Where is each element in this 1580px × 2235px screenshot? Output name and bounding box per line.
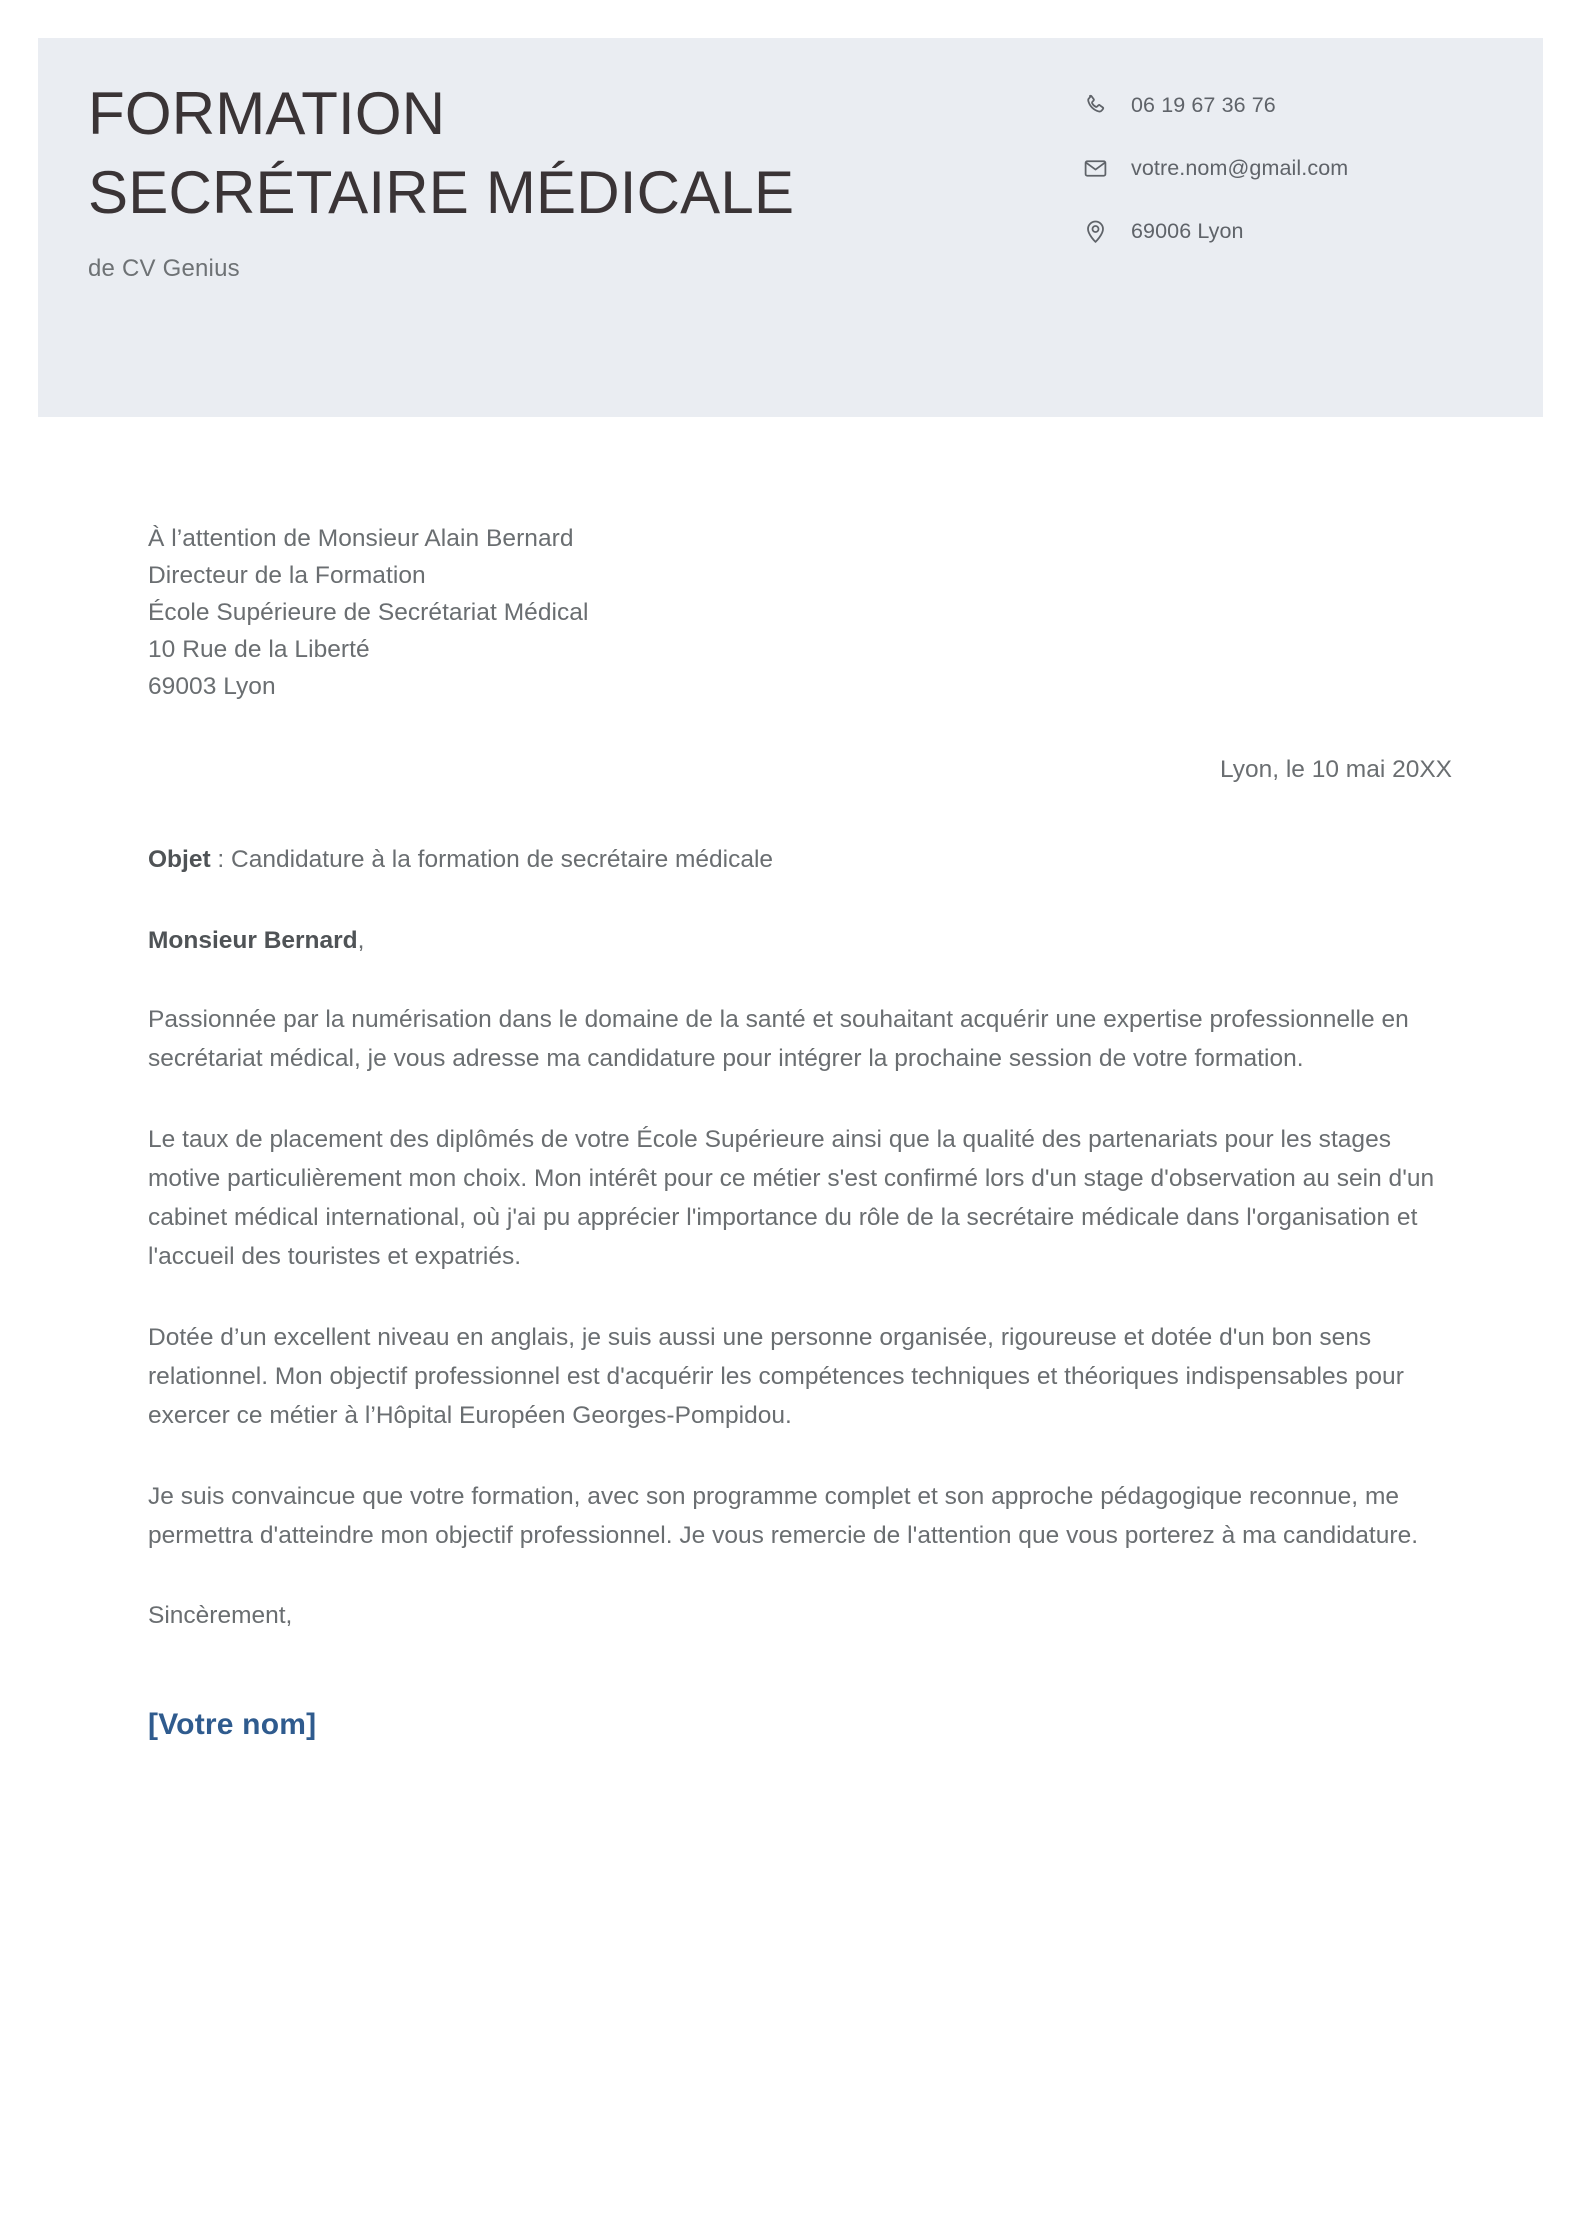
page-subtitle: de CV Genius	[88, 255, 240, 282]
letter-body	[148, 520, 1456, 1745]
contact-row-email	[1081, 147, 1511, 189]
salutation-suffix: ,	[357, 927, 365, 954]
letter-header-band	[38, 38, 1543, 417]
recipient-line: 69003 Lyon	[148, 673, 276, 700]
recipient-line: À l’attention de Monsieur Alain Bernard	[148, 525, 574, 552]
closing-line: Sincèrement,	[148, 1602, 293, 1629]
signature-name: [Votre nom]	[148, 1708, 317, 1741]
contact-phone-value: 06 19 67 36 76	[1131, 93, 1276, 117]
page-title-line-1: FORMATION	[88, 80, 446, 147]
date-line: Lyon, le 10 mai 20XX	[1220, 756, 1452, 783]
contact-row-location	[1081, 210, 1511, 252]
header-title-block	[88, 74, 1088, 284]
subject-line	[148, 843, 1456, 877]
body-paragraph: Dotée d’un excellent niveau en anglais, je suis aussi une personne organisée, rigoureuse et dotée d'un bon sens relationnel. Mon objectif professionnel est d'acquérir les compétences techniques et théoriques indispensables pour exercer ce métier à l’Hôpital Européen Georges-Pompidou.	[148, 1324, 1404, 1429]
contact-row-phone	[1081, 84, 1511, 126]
page-title-line-2: SECRÉTAIRE MÉDICALE	[88, 159, 795, 226]
phone-icon	[1081, 91, 1109, 119]
contact-email-value: votre.nom@gmail.com	[1131, 156, 1349, 180]
body-paragraph: Je suis convaincue que votre formation, avec son programme complet et son approche pédagogique reconnue, me permettra d'atteindre mon objectif professionnel. Je vous remercie de l'attention que vous porterez à ma candidature.	[148, 1483, 1419, 1549]
location-pin-icon	[1081, 217, 1109, 245]
recipient-address-block	[148, 520, 1456, 705]
body-paragraph: Passionnée par la numérisation dans le domaine de la santé et souhaitant acquérir une expertise professionnelle en secrétariat médical, je vous adresse ma candidature pour intégrer la prochaine session de votre formation.	[148, 1006, 1409, 1072]
header-inner	[38, 38, 1543, 417]
salutation-line	[148, 924, 1456, 958]
recipient-line: École Supérieure de Secrétariat Médical	[148, 599, 589, 626]
contact-location-value: 69006 Lyon	[1131, 219, 1244, 243]
body-paragraph: Le taux de placement des diplômés de votre École Supérieure ainsi que la qualité des partenariats pour les stages motive particulièrement mon choix. Mon intérêt pour ce métier s'est confirmé lors d'un stage d'observation au sein d'un cabinet médical international, où j'ai pu apprécier l'importance du rôle de la secrétaire médicale dans l'organisation et l'accueil des touristes et expatriés.	[148, 1126, 1435, 1270]
recipient-line: 10 Rue de la Liberté	[148, 636, 370, 663]
contact-details	[1081, 84, 1511, 252]
subject-label: Objet	[148, 846, 211, 873]
envelope-icon	[1081, 154, 1109, 182]
recipient-line: Directeur de la Formation	[148, 562, 426, 589]
salutation-name: Monsieur Bernard	[148, 927, 358, 954]
subject-text: : Candidature à la formation de secrétaire médicale	[210, 846, 774, 873]
